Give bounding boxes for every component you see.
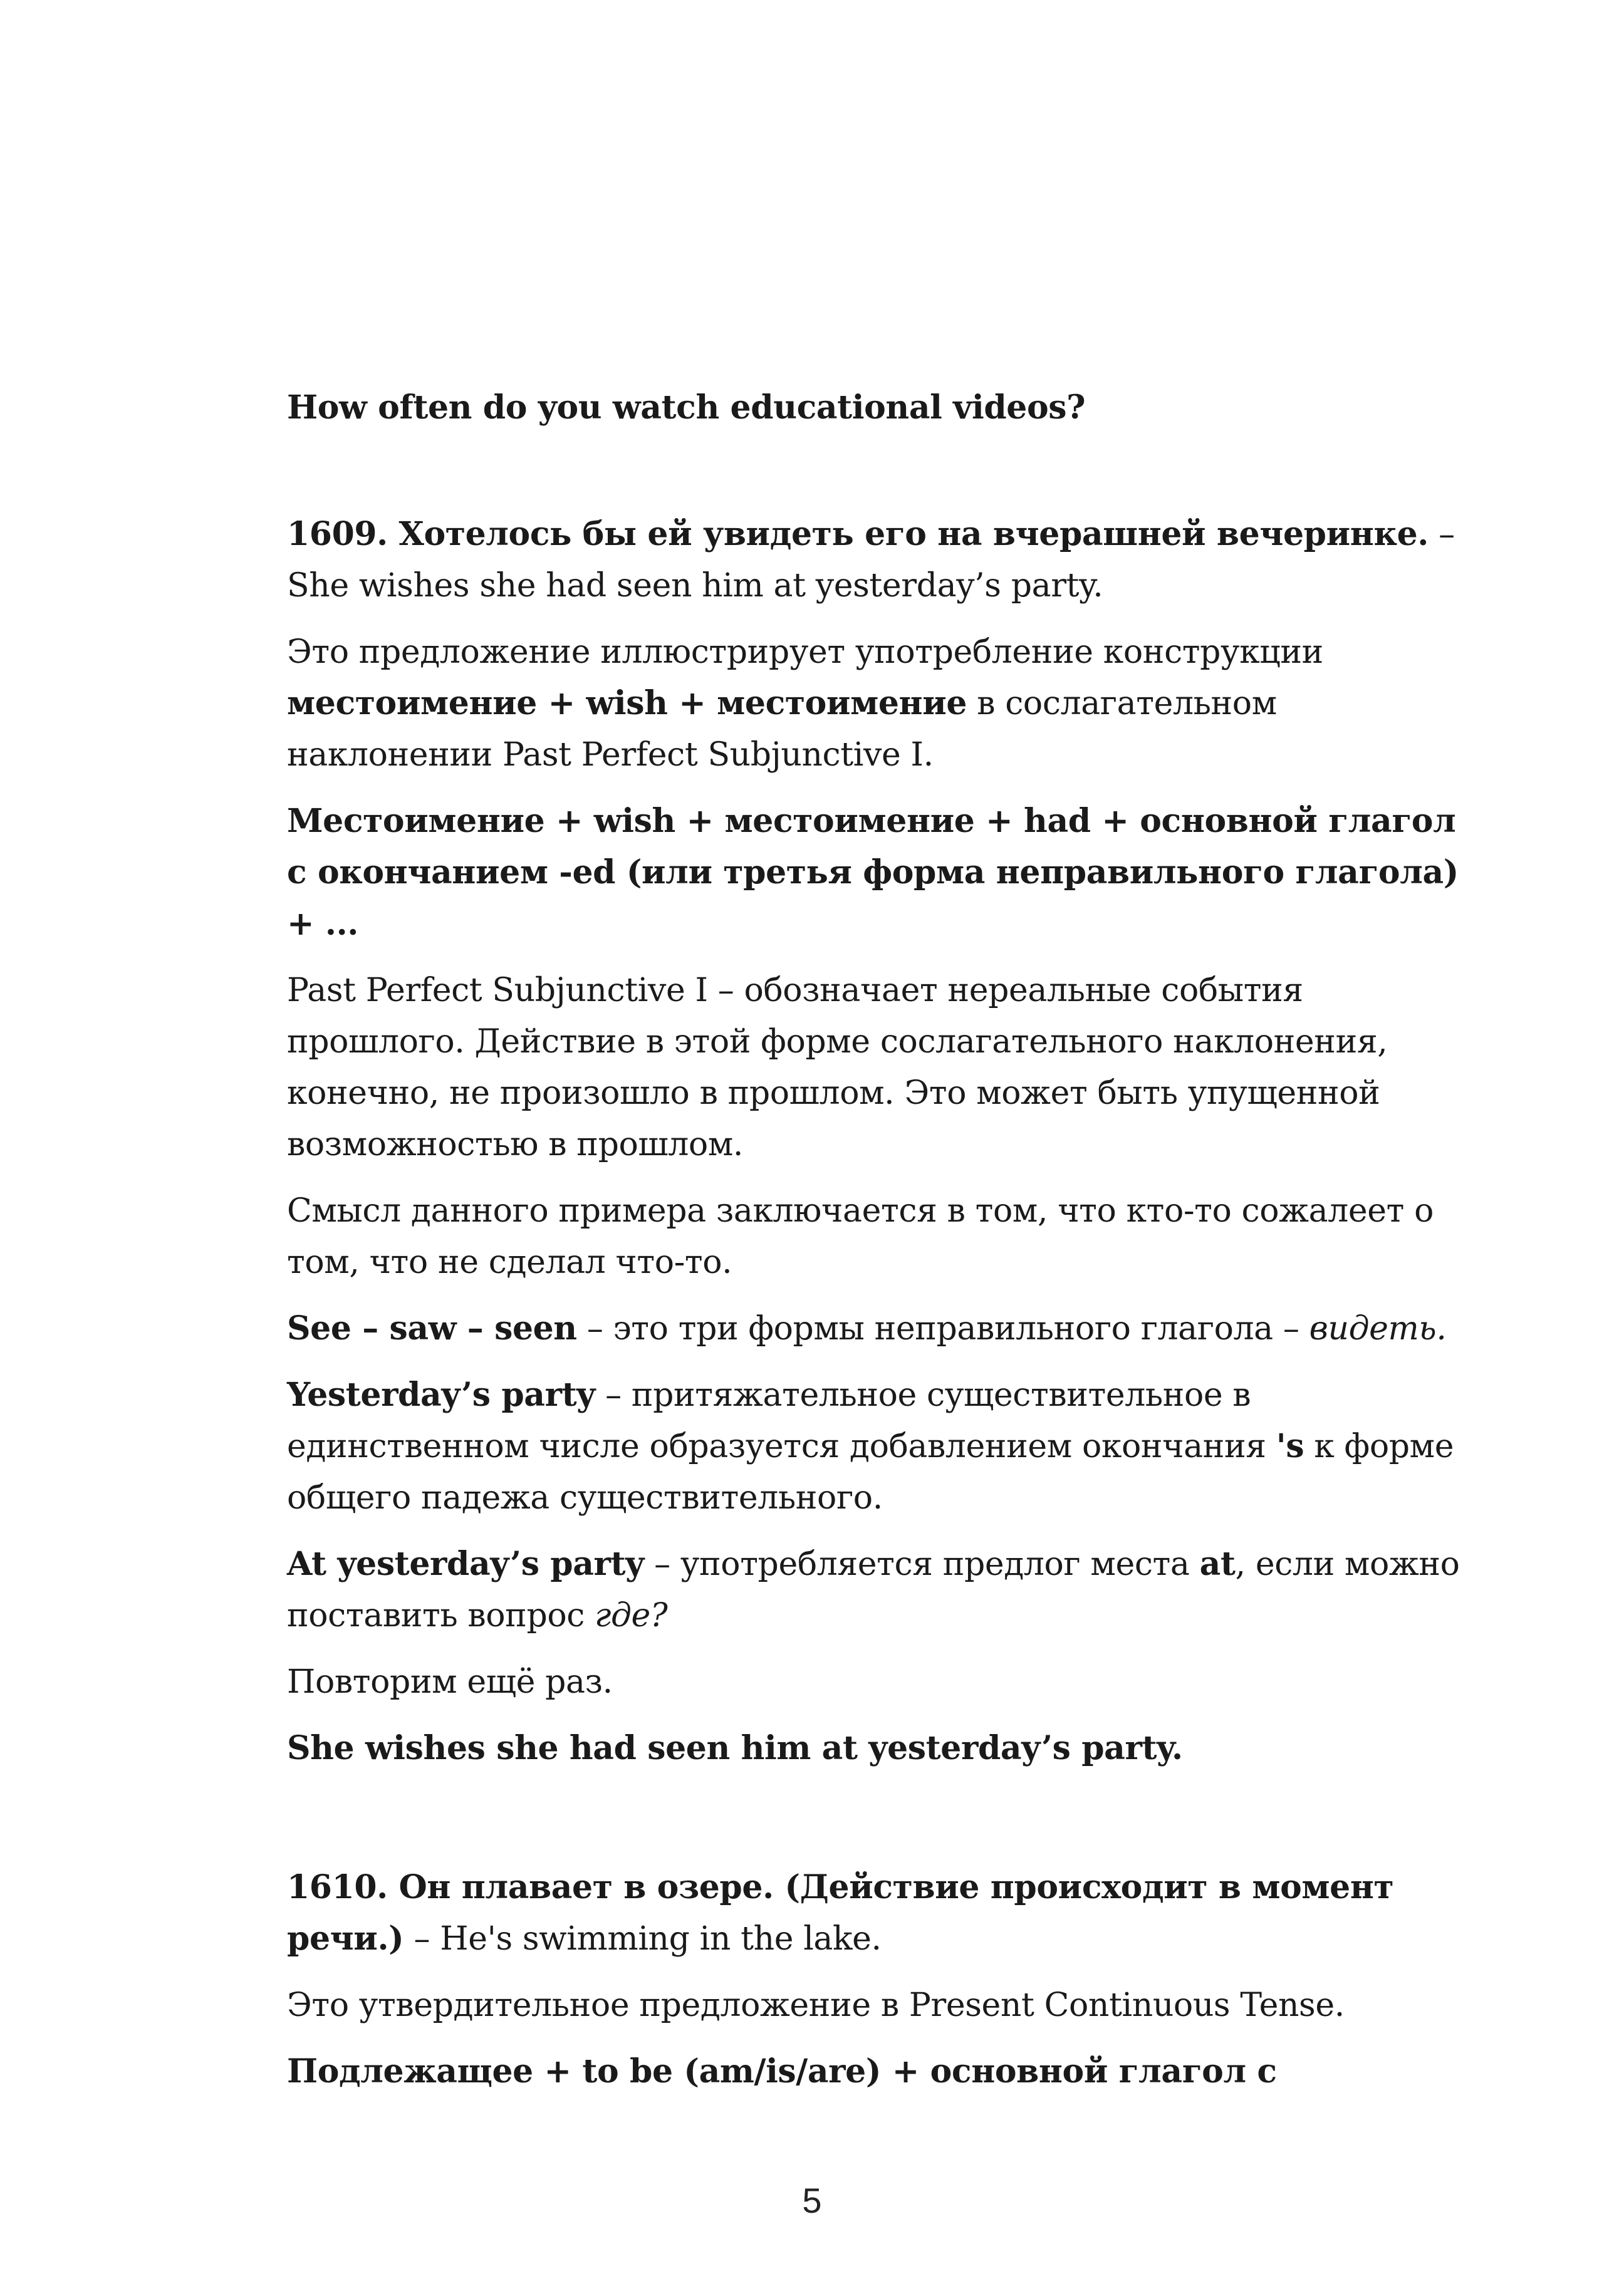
preposition-italic: где? [595, 1597, 668, 1634]
possessive-ending: 's [1276, 1427, 1304, 1465]
see-forms-italic: видеть. [1309, 1310, 1447, 1348]
preposition-bold: At yesterday’s party [287, 1545, 644, 1583]
paragraph-see-forms [287, 1303, 1477, 1354]
paragraph-preposition [287, 1539, 1477, 1641]
construction-text-c: в сослагательном наклонении Past Perfect Subjunctive I. [287, 685, 1277, 774]
preposition-text-2: , если можно поставить вопрос [287, 1545, 1460, 1634]
possessive-text-1: – притяжательное существительное в единственном числе образуется добавлением окончания [287, 1376, 1276, 1465]
sentence-1610-russian: 1610. Он плавает в озере. (Действие происходит в момент речи.) [287, 1868, 1394, 1958]
formula-1610: Подлежащее + to be (am/is/are) + основной глагол с [287, 2052, 1277, 2091]
paragraph-past-perfect: Past Perfect Subjunctive I – обозначает нереальные события прошлого. Действие в этой форме сослагательного наклонения, конечно, не произошло в прошлом. Это может быть упущенной возможностью в прошлом. [287, 972, 1388, 1163]
preposition-text-1: – употребляется предлог места [643, 1545, 1200, 1583]
see-forms-text: – это три формы неправильного глагола – [576, 1310, 1309, 1348]
sentence-1610-heading [287, 1862, 1477, 1965]
paragraph-meaning: Смысл данного примера заключается в том, что кто-то сожалеет о том, что не сделал что-то. [287, 1192, 1434, 1281]
construction-text-a: Это предложение иллюстрирует употребление конструкции [287, 633, 1323, 671]
sentence-1609-heading [287, 509, 1477, 611]
paragraph-present-continuous: Это утвердительное предложение в Present Continuous Tense. [287, 1987, 1345, 2024]
page-content [287, 382, 1477, 2112]
repeat-sentence: She wishes she had seen him at yesterday’s party. [287, 1729, 1183, 1767]
sentence-1609-english: – She wishes she had seen him at yesterday’s party. [287, 516, 1455, 605]
page-number: 5 [802, 2181, 822, 2220]
paragraph-construction [287, 626, 1477, 781]
sentence-1610-english: – He's swimming in the lake. [403, 1920, 882, 1958]
possessive-text-2: к форме общего падежа существительного. [287, 1428, 1454, 1517]
formula-1609: Местоимение + wish + местоимение + had + основной глагол с окончанием -ed (или третья форма неправильного глагола) + ... [287, 802, 1459, 943]
paragraph-repeat-intro: Повторим ещё раз. [287, 1663, 613, 1701]
preposition-at: at [1199, 1545, 1236, 1583]
question-heading: How often do you watch educational videos? [287, 388, 1086, 427]
see-forms-bold: See – saw – seen [287, 1309, 577, 1348]
construction-bold: местоимение + wish + местоимение [287, 684, 967, 722]
sentence-1609-russian: 1609. Хотелось бы ей увидеть его на вчерашней вечеринке. [287, 515, 1429, 553]
paragraph-possessive [287, 1369, 1477, 1524]
possessive-bold: Yesterday’s party [287, 1376, 595, 1414]
